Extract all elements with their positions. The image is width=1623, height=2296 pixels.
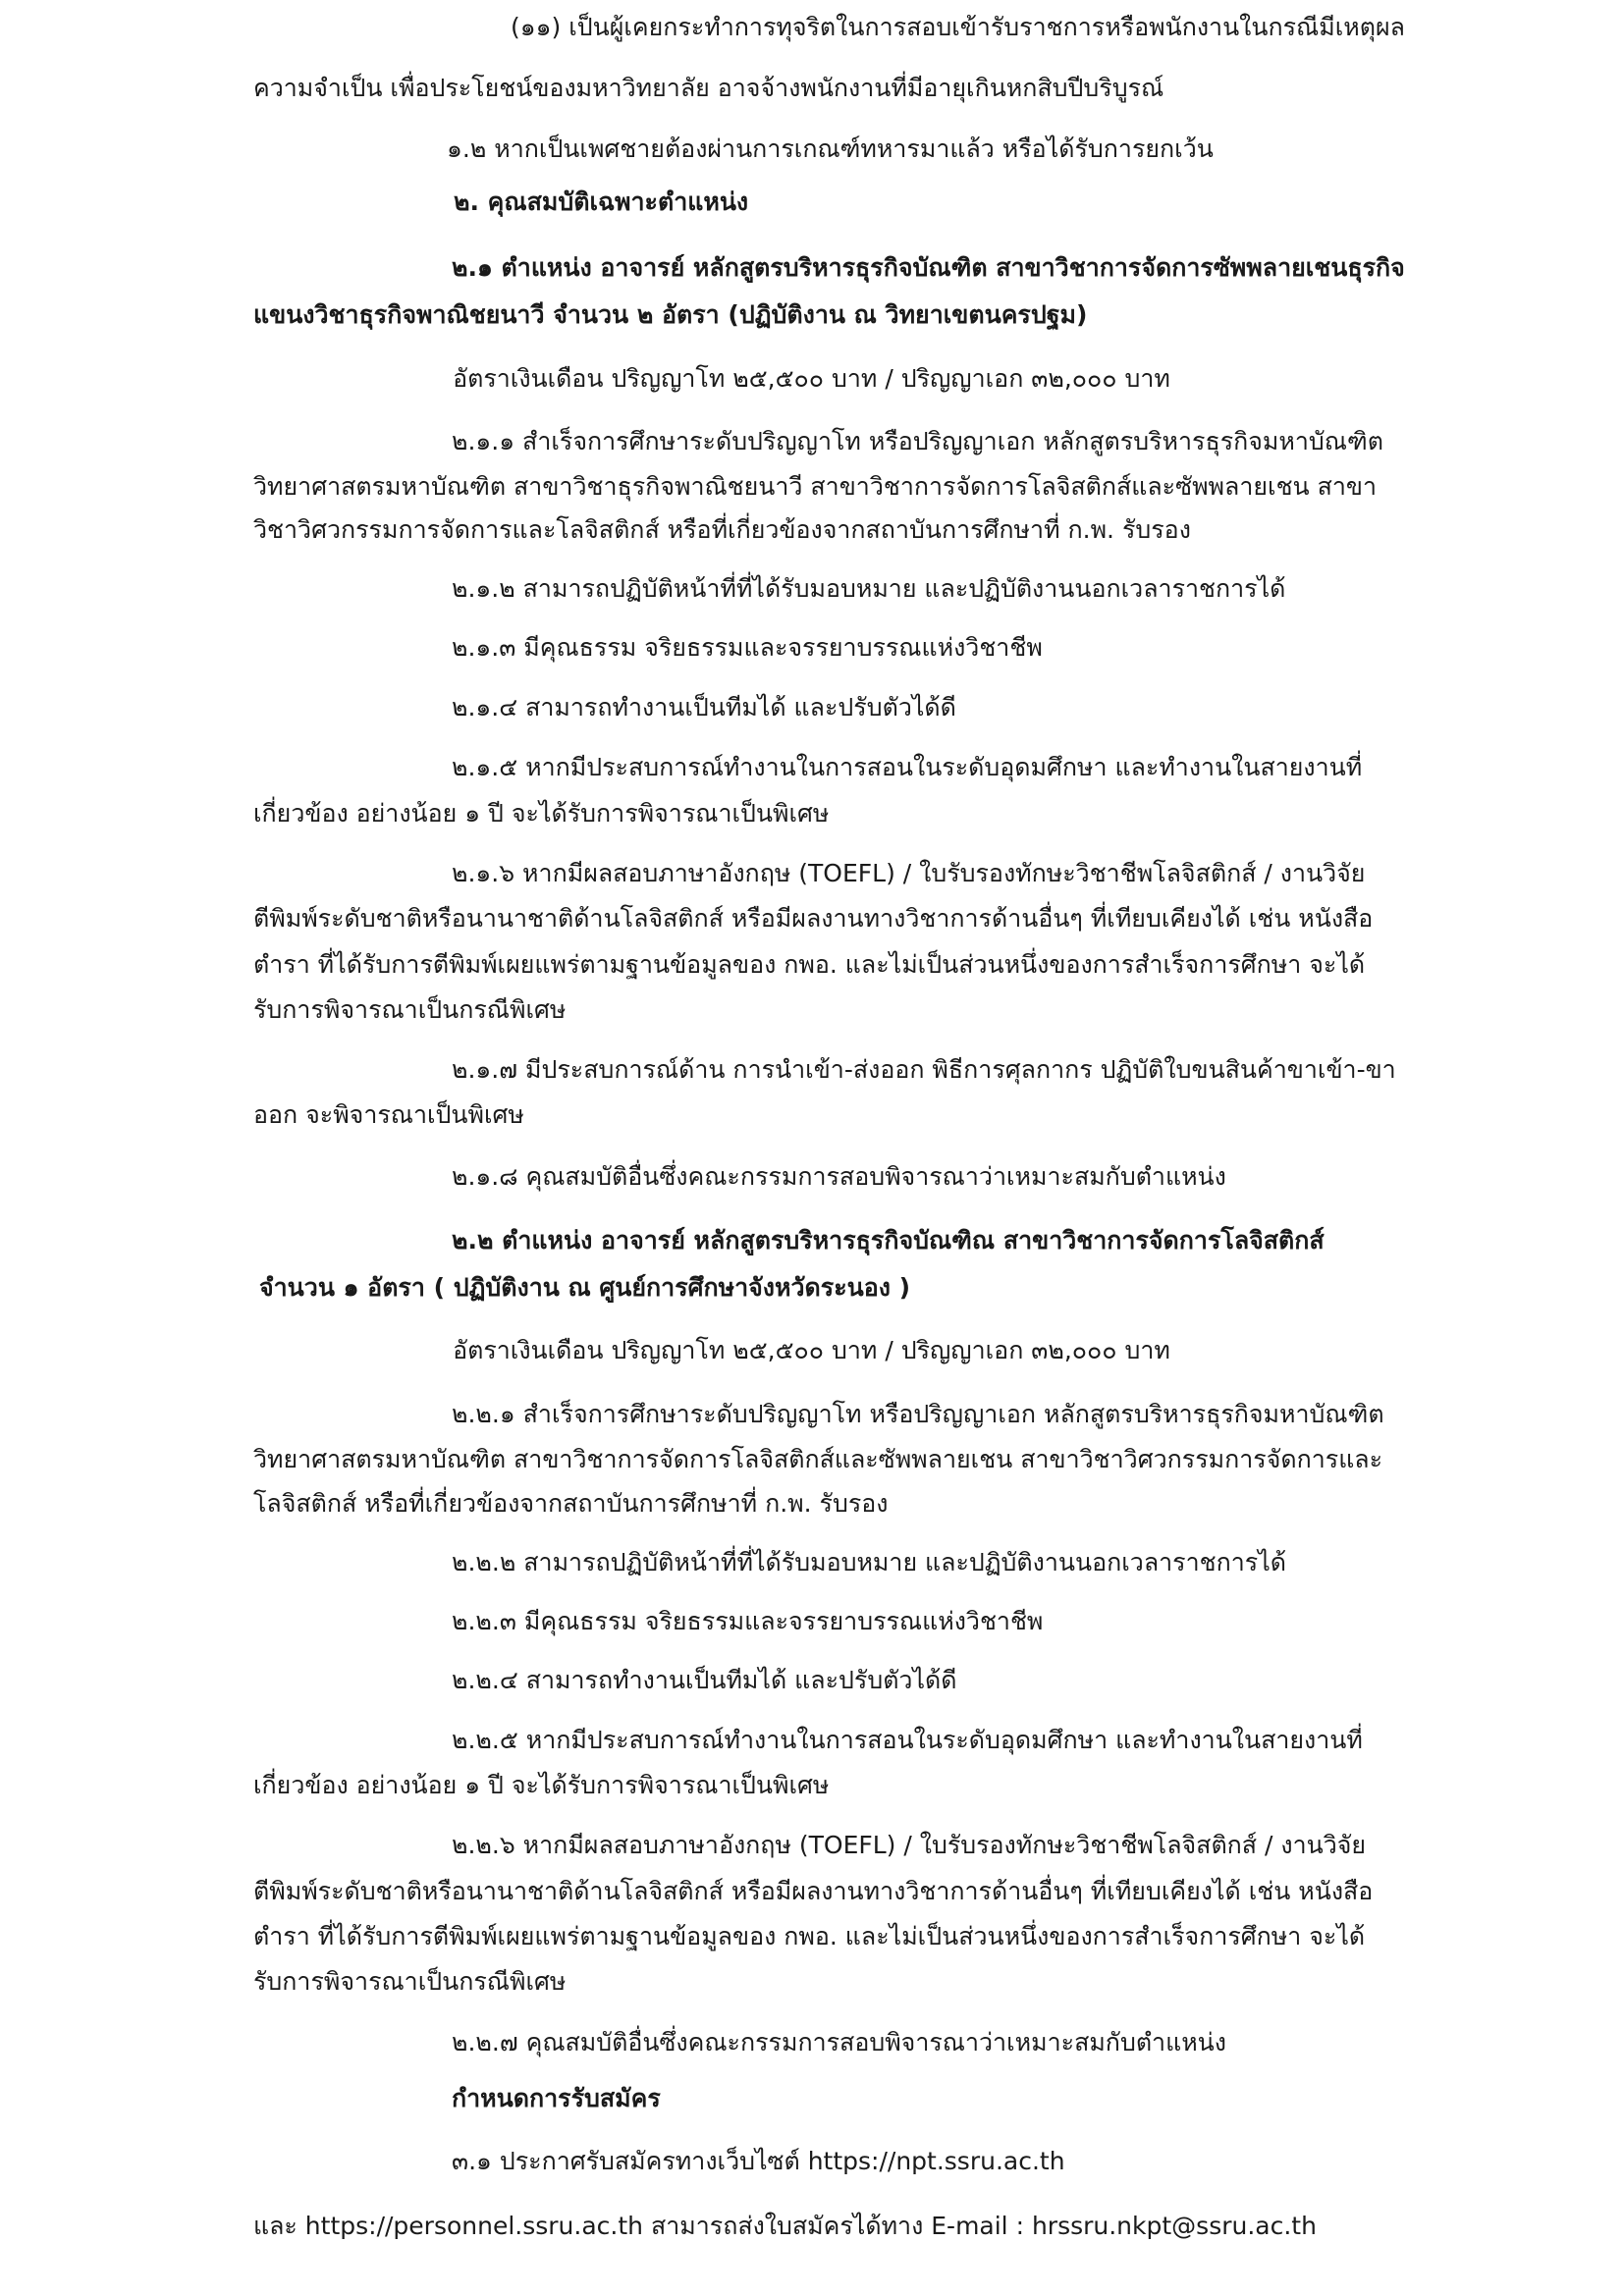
position-heading: แขนงวิชาธุรกิจพาณิชยนาวี จำนวน ๒ อัตรา (ปฏิบัติงาน ณ วิทยาเขตนครปฐม) [253,300,1088,329]
paragraph-line: ออก จะพิจารณาเป็นพิเศษ [253,1100,524,1129]
position-heading: ๒.๒ ตำแหน่ง อาจารย์ หลักสูตรบริหารธุรกิจบัณฑิณ สาขาวิชาการจัดการโลจิสติกส์ [452,1226,1325,1255]
paragraph-line: เกี่ยวข้อง อย่างน้อย ๑ ปี จะได้รับการพิจารณาเป็นพิเศษ [253,799,830,828]
position-heading: ๒.๑ ตำแหน่ง อาจารย์ หลักสูตรบริหารธุรกิจบัณฑิต สาขาวิชาการจัดการซัพพลายเชนธุรกิจ [452,253,1405,282]
paragraph-line: ตีพิมพ์ระดับชาติหรือนานาชาติด้านโลจิสติกส์ หรือมีผลงานทางวิชาการด้านอื่นๆ ที่เทียบเคียงได้ เช่น หนังสือ [253,904,1374,933]
paragraph-line: (๑๑) เป็นผู้เคยกระทำการทุจริตในการสอบเข้ารับราชการหรือพนักงานในกรณีมีเหตุผล [511,13,1405,41]
paragraph-line: ๒.๑.๔ สามารถทำงานเป็นทีมได้ และปรับตัวได้ดี [452,693,956,721]
paragraph-line: ๑.๒ หากเป็นเพศชายต้องผ่านการเกณฑ์ทหารมาแล้ว หรือได้รับการยกเว้น [447,134,1214,163]
paragraph-line: ๒.๑.๘ คุณสมบัติอื่นซึ่งคณะกรรมการสอบพิจารณาว่าเหมาะสมกับตำแหน่ง [452,1162,1226,1191]
paragraph-line: ตำรา ที่ได้รับการตีพิมพ์เผยแพร่ตามฐานข้อมูลของ กพอ. และไม่เป็นส่วนหนึ่งของการสำเร็จการศึกษา จะได้ [253,950,1366,979]
paragraph-line: ความจำเป็น เพื่อประโยชน์ของมหาวิทยาลัย อาจจ้างพนักงานที่มีอายุเกินหกสิบปีบริบูรณ์ [253,74,1164,102]
paragraph-line: รับการพิจารณาเป็นกรณีพิเศษ [253,995,567,1024]
paragraph-line: ๒.๒.๗ คุณสมบัติอื่นซึ่งคณะกรรมการสอบพิจารณาว่าเหมาะสมกับตำแหน่ง [452,2028,1226,2056]
paragraph-line: ตำรา ที่ได้รับการตีพิมพ์เผยแพร่ตามฐานข้อมูลของ กพอ. และไม่เป็นส่วนหนึ่งของการสำเร็จการศึกษา จะได้ [253,1922,1366,1950]
paragraph-line: ๒.๑.๓ มีคุณธรรม จริยธรรมและจรรยาบรรณแห่งวิชาชีพ [452,633,1043,662]
paragraph-line: ๒.๑.๖ หากมีผลสอบภาษาอังกฤษ (TOEFL) / ใบรับรองทักษะวิชาชีพโลจิสติกส์ / งานวิจัย [452,859,1366,887]
paragraph-line: ๒.๑.๗ มีประสบการณ์ด้าน การนำเข้า-ส่งออก พิธีการศุลกากร ปฏิบัติใบขนสินค้าขาเข้า-ขา [452,1055,1396,1084]
paragraph-line: ๒.๒.๕ หากมีประสบการณ์ทำงานในการสอนในระดับอุดมศึกษา และทำงานในสายงานที่ [452,1726,1363,1754]
paragraph-line: ตีพิมพ์ระดับชาติหรือนานาชาติด้านโลจิสติกส์ หรือมีผลงานทางวิชาการด้านอื่นๆ ที่เทียบเคียงได้ เช่น หนังสือ [253,1877,1374,1905]
paragraph-line: ๒.๒.๖ หากมีผลสอบภาษาอังกฤษ (TOEFL) / ใบรับรองทักษะวิชาชีพโลจิสติกส์ / งานวิจัย [452,1831,1367,1859]
paragraph-line: วิชาวิศวกรรมการจัดการและโลจิสติกส์ หรือที่เกี่ยวข้องจากสถาบันการศึกษาที่ ก.พ. รับรอง [253,515,1191,544]
paragraph-line: เกี่ยวข้อง อย่างน้อย ๑ ปี จะได้รับการพิจารณาเป็นพิเศษ [253,1771,830,1799]
paragraph-line: ๒.๑.๒ สามารถปฏิบัติหน้าที่ที่ได้รับมอบหมาย และปฏิบัติงานนอกเวลาราชการได้ [452,574,1286,603]
paragraph-line: ๒.๒.๒ สามารถปฏิบัติหน้าที่ที่ได้รับมอบหมาย และปฏิบัติงานนอกเวลาราชการได้ [452,1548,1287,1576]
salary-line: อัตราเงินเดือน ปริญญาโท ๒๕,๕๐๐ บาท / ปริญญาเอก ๓๒,๐๐๐ บาท [453,364,1170,393]
paragraph-line: วิทยาศาสตรมหาบัณฑิต สาขาวิชาธุรกิจพาณิชยนาวี สาขาวิชาการจัดการโลจิสติกส์และซัพพลายเชน สาขา [253,472,1378,501]
paragraph-line: ๒.๒.๔ สามารถทำงานเป็นทีมได้ และปรับตัวได้ดี [452,1666,957,1694]
paragraph-line: รับการพิจารณาเป็นกรณีพิเศษ [253,1967,567,1996]
paragraph-line: โลจิสติกส์ หรือที่เกี่ยวข้องจากสถาบันการศึกษาที่ ก.พ. รับรอง [253,1489,889,1518]
section-heading: กำหนดการรับสมัคร [452,2084,661,2112]
paragraph-line: ๒.๑.๕ หากมีประสบการณ์ทำงานในการสอนในระดับอุดมศึกษา และทำงานในสายงานที่ [452,753,1363,781]
salary-line: อัตราเงินเดือน ปริญญาโท ๒๕,๕๐๐ บาท / ปริญญาเอก ๓๒,๐๐๐ บาท [453,1336,1170,1364]
paragraph-line: ๓.๑ ประกาศรับสมัครทางเว็บไซต์ https://npt.ssru.ac.th [452,2147,1065,2175]
paragraph-line: วิทยาศาสตรมหาบัณฑิต สาขาวิชาการจัดการโลจิสติกส์และซัพพลายเชน สาขาวิชาวิศวกรรมการจัดการและ [253,1445,1383,1473]
section-heading: ๒. คุณสมบัติเฉพาะตำแหน่ง [454,187,749,216]
paragraph-line: และ https://personnel.ssru.ac.th สามารถส่งใบสมัครได้ทาง E-mail : hrssru.nkpt@ssru.ac.th [253,2212,1317,2240]
paragraph-line: ๒.๒.๓ มีคุณธรรม จริยธรรมและจรรยาบรรณแห่งวิชาชีพ [452,1607,1044,1635]
paragraph-line: ๒.๒.๑ สำเร็จการศึกษาระดับปริญญาโท หรือปริญญาเอก หลักสูตรบริหารธุรกิจมหาบัณฑิต [452,1400,1384,1428]
position-heading: จำนวน ๑ อัตรา ( ปฏิบัติงาน ณ ศูนย์การศึกษาจังหวัดระนอง ) [259,1273,911,1302]
paragraph-line: ๒.๑.๑ สำเร็จการศึกษาระดับปริญญาโท หรือปริญญาเอก หลักสูตรบริหารธุรกิจมหาบัณฑิต [452,427,1383,455]
